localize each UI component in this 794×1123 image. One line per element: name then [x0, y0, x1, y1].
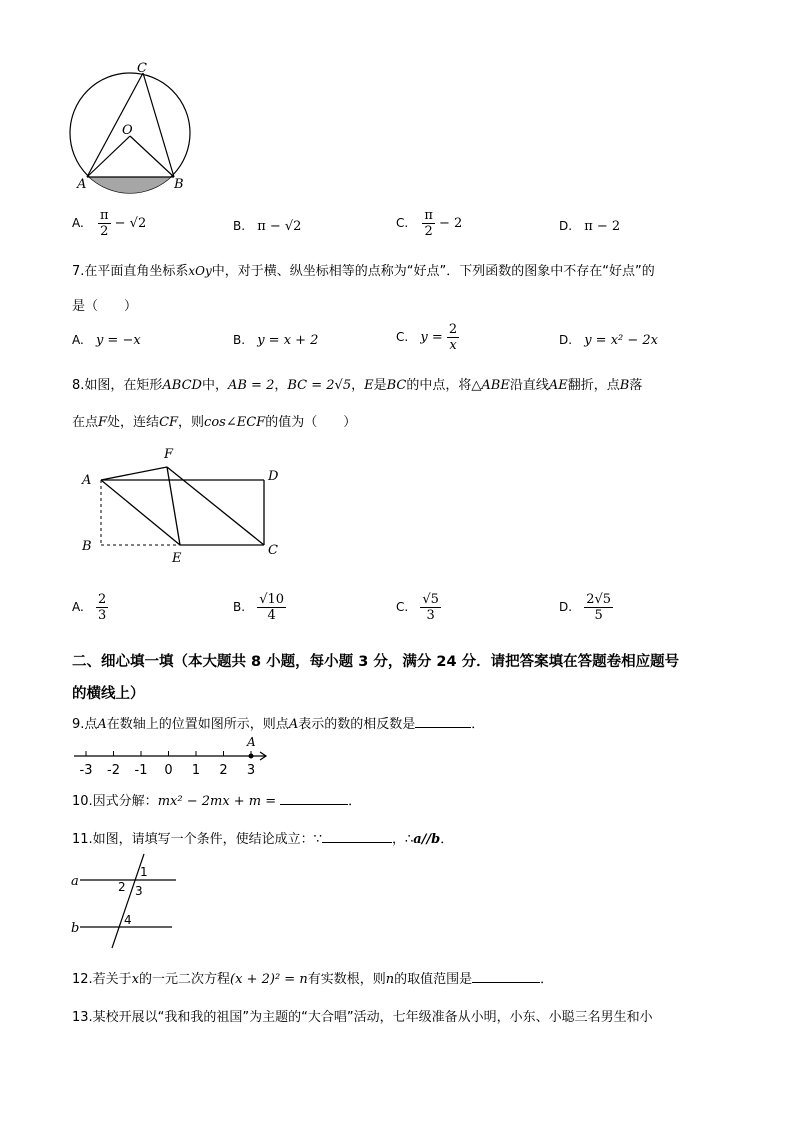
- label-f: F: [164, 447, 174, 462]
- q6-option-a: A. $\frac{\pi}{2}$ − √2: [72, 208, 147, 239]
- q7-line1: 7.在平面直角坐标系xOy中，对于横、纵坐标相等的点称为“好点”．下列函数的图象中不存在“好点”的: [72, 264, 655, 279]
- q10-text: 10.因式分解：mx² − 2mx + m = ．: [72, 794, 362, 809]
- label-e: E: [172, 551, 182, 566]
- angle-2: 2: [118, 880, 126, 894]
- radius-oa: [87, 136, 130, 177]
- segment-af: [101, 467, 167, 480]
- q9-answer-blank[interactable]: [415, 715, 471, 728]
- tick-label: -3: [79, 763, 93, 778]
- q7-line2: 是（ ）: [72, 299, 138, 314]
- tick-label: -1: [134, 763, 148, 778]
- q7-option-d: D. y = x² − 2x: [559, 333, 659, 348]
- q11-answer-blank[interactable]: [322, 830, 392, 843]
- q9-text: 9.点A在数轴上的位置如图所示，则点A表示的数的相反数是 ．: [72, 717, 485, 732]
- tick-label: 1: [191, 763, 201, 778]
- angle-3: 3: [135, 884, 143, 898]
- q6-option-b: B. π − √2: [233, 219, 302, 234]
- segment-fe: [167, 467, 180, 545]
- segment-fc: [167, 467, 264, 545]
- q7-option-a: A. y = −x: [72, 333, 141, 348]
- tick-label: 0: [164, 763, 173, 778]
- label-b: B: [174, 177, 184, 192]
- q12-answer-blank[interactable]: [472, 970, 540, 983]
- tick-label: -2: [107, 763, 120, 778]
- label-c: C: [268, 543, 278, 558]
- point-a-dot: [249, 754, 254, 759]
- q11-text: 11.如图，请填写一个条件，使结论成立：∵ ，∴a//b．: [72, 832, 454, 847]
- label-c: C: [137, 61, 147, 76]
- tick-label: 3: [246, 763, 256, 778]
- q8-line1: 8.如图，在矩形ABCD中，AB = 2，BC = 2√5，E是BC的中点，将△ABE沿直线AE翻折，点B落: [72, 378, 643, 393]
- tick-label: 2: [219, 763, 228, 778]
- label-line-a: a: [71, 874, 79, 889]
- angle-1: 1: [140, 865, 148, 879]
- label-line-b: b: [71, 921, 80, 936]
- q8-option-d: D. $\frac{2√5}{5}$: [559, 592, 612, 623]
- q11-parallel-lines-figure: [68, 850, 188, 950]
- label-o: O: [122, 123, 133, 138]
- section-2-heading-line1: 二、细心填一填（本大题共 8 小题，每小题 3 分，满分 24 分．请把答案填在答题卷相应题号: [72, 654, 680, 670]
- label-b: B: [82, 539, 92, 554]
- label-a: A: [77, 177, 87, 192]
- q6-option-c: C. $\frac{\pi}{2}$ − 2: [396, 208, 463, 239]
- q8-option-c: C. $\frac{√5}{3}$: [396, 592, 439, 623]
- q9-number-line: [72, 734, 272, 778]
- q7-option-c: C. y = $\frac{2}{x}$: [396, 322, 458, 353]
- angle-4: 4: [124, 913, 132, 927]
- chord-ac: [87, 73, 143, 177]
- q8-option-a: A. $\frac{2}{3}$: [72, 592, 107, 623]
- q8-option-b: B. $\frac{√10}{4}$: [233, 592, 285, 623]
- point-a-label: A: [247, 735, 256, 749]
- q13-text: 13.某校开展以“我和我的祖国”为主题的“大合唱”活动，七年级准备从小明，小东、小聪三名男生和小: [72, 1010, 653, 1025]
- q8-line2: 在点F处，连结CF，则cos∠ECF的值为（ ）: [72, 415, 357, 430]
- chord-bc: [143, 73, 174, 177]
- label-d: D: [268, 469, 279, 484]
- q8-rectangle-figure: [76, 440, 296, 570]
- q6-circle-figure: [60, 58, 205, 198]
- label-a: A: [82, 473, 92, 488]
- q7-option-b: B. y = x + 2: [233, 333, 319, 348]
- q6-option-d: D. π − 2: [559, 219, 621, 234]
- section-2-heading-line2: 的横线上）: [72, 686, 145, 702]
- segment-ae: [101, 480, 180, 545]
- q10-answer-blank[interactable]: [280, 792, 348, 805]
- q12-text: 12.若关于x的一元二次方程(x + 2)² = n有实数根，则n的取值范围是 ．: [72, 972, 554, 987]
